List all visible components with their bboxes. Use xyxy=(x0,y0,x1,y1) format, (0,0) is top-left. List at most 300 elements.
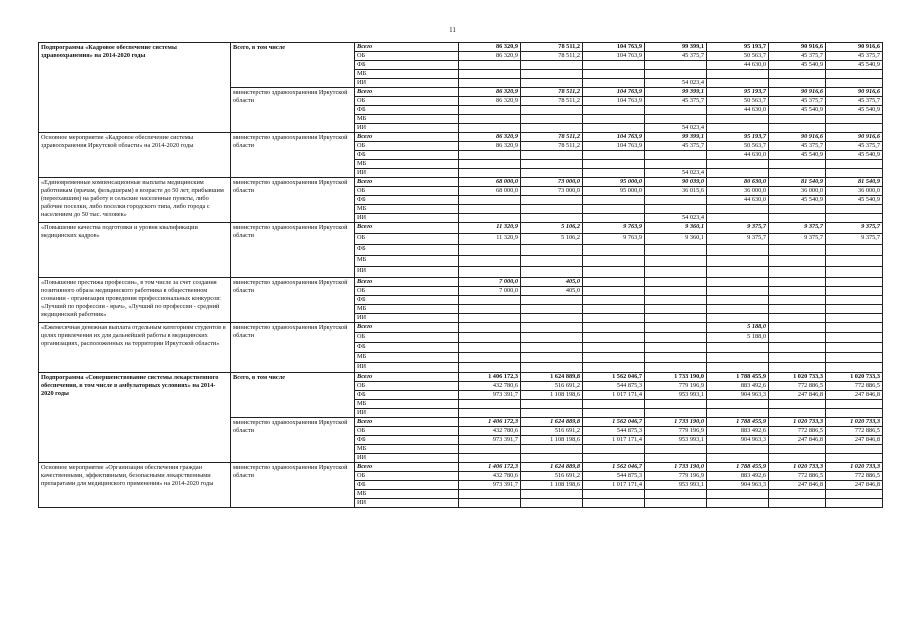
amount-cell xyxy=(769,499,826,508)
amount-cell: 973 391,7 xyxy=(459,391,521,400)
funding-source-cell: МБ xyxy=(355,400,459,409)
amount-cell: 5 106,2 xyxy=(521,223,583,234)
amount-cell: 45 375,7 xyxy=(645,97,707,106)
amount-cell xyxy=(645,245,707,256)
table-row xyxy=(39,278,883,287)
amount-cell xyxy=(583,305,645,314)
amount-cell: 9 375,7 xyxy=(769,223,826,234)
amount-cell: 45 375,7 xyxy=(826,52,883,61)
amount-cell xyxy=(707,278,769,287)
amount-cell xyxy=(769,314,826,323)
amount-cell: 1 017 171,4 xyxy=(583,436,645,445)
amount-cell xyxy=(583,124,645,133)
amount-cell xyxy=(707,287,769,296)
amount-cell xyxy=(459,353,521,363)
amount-cell: 78 511,2 xyxy=(521,88,583,97)
amount-cell xyxy=(826,343,883,353)
amount-cell xyxy=(707,296,769,305)
amount-cell xyxy=(521,445,583,454)
amount-cell xyxy=(521,343,583,353)
funding-source-cell: Всего xyxy=(355,43,459,52)
amount-cell xyxy=(645,256,707,267)
amount-cell xyxy=(645,353,707,363)
amount-cell: 45 540,9 xyxy=(826,106,883,115)
amount-cell xyxy=(459,305,521,314)
amount-cell: 1 020 733,3 xyxy=(826,418,883,427)
amount-cell xyxy=(769,267,826,278)
amount-cell xyxy=(707,445,769,454)
amount-cell xyxy=(521,256,583,267)
amount-cell: 1 562 046,7 xyxy=(583,463,645,472)
amount-cell: 86 320,9 xyxy=(459,97,521,106)
amount-cell xyxy=(521,323,583,333)
amount-cell: 1 788 455,9 xyxy=(707,373,769,382)
funding-source-cell: Всего xyxy=(355,323,459,333)
amount-cell xyxy=(826,169,883,178)
amount-cell xyxy=(459,400,521,409)
amount-cell: 86 320,9 xyxy=(459,142,521,151)
amount-cell xyxy=(826,287,883,296)
amount-cell: 78 511,2 xyxy=(521,43,583,52)
executor-cell: министерство здравоохранения Иркутской области xyxy=(231,133,355,178)
amount-cell: 80 630,0 xyxy=(707,178,769,187)
amount-cell xyxy=(521,214,583,223)
amount-cell xyxy=(826,296,883,305)
amount-cell xyxy=(707,267,769,278)
amount-cell xyxy=(521,296,583,305)
table-row xyxy=(39,463,883,472)
amount-cell: 68 000,0 xyxy=(459,178,521,187)
amount-cell: 45 540,9 xyxy=(769,196,826,205)
amount-cell xyxy=(583,169,645,178)
amount-cell xyxy=(826,400,883,409)
funding-source-cell: МБ xyxy=(355,160,459,169)
amount-cell xyxy=(583,409,645,418)
amount-cell xyxy=(707,115,769,124)
amount-cell: 9 375,7 xyxy=(826,223,883,234)
amount-cell: 50 563,7 xyxy=(707,52,769,61)
amount-cell xyxy=(769,245,826,256)
amount-cell xyxy=(707,245,769,256)
budget-table xyxy=(38,42,883,508)
amount-cell: 1 788 455,9 xyxy=(707,418,769,427)
amount-cell: 1 733 190,0 xyxy=(645,373,707,382)
funding-source-cell: ИИ xyxy=(355,267,459,278)
funding-source-cell: МБ xyxy=(355,205,459,214)
funding-source-cell: ОБ xyxy=(355,187,459,196)
amount-cell xyxy=(826,245,883,256)
amount-cell xyxy=(826,267,883,278)
amount-cell xyxy=(769,305,826,314)
funding-source-cell: ФБ xyxy=(355,436,459,445)
funding-source-cell: Всего xyxy=(355,373,459,382)
amount-cell xyxy=(826,333,883,343)
amount-cell xyxy=(707,490,769,499)
funding-source-cell: МБ xyxy=(355,490,459,499)
amount-cell xyxy=(583,267,645,278)
amount-cell xyxy=(707,400,769,409)
amount-cell xyxy=(769,169,826,178)
amount-cell xyxy=(459,124,521,133)
amount-cell xyxy=(707,169,769,178)
amount-cell: 1 020 733,3 xyxy=(826,373,883,382)
amount-cell: 50 563,7 xyxy=(707,142,769,151)
amount-cell xyxy=(769,70,826,79)
amount-cell xyxy=(521,353,583,363)
amount-cell xyxy=(826,445,883,454)
amount-cell: 104 763,9 xyxy=(583,52,645,61)
table-row xyxy=(39,178,883,187)
amount-cell xyxy=(459,490,521,499)
amount-cell xyxy=(521,79,583,88)
amount-cell xyxy=(645,343,707,353)
amount-cell xyxy=(521,106,583,115)
amount-cell: 247 846,8 xyxy=(769,436,826,445)
amount-cell xyxy=(645,409,707,418)
amount-cell xyxy=(707,343,769,353)
amount-cell xyxy=(521,205,583,214)
funding-source-cell: ФБ xyxy=(355,343,459,353)
amount-cell xyxy=(645,151,707,160)
amount-cell: 90 916,6 xyxy=(769,88,826,97)
amount-cell xyxy=(645,499,707,508)
amount-cell: 5 188,0 xyxy=(707,323,769,333)
amount-cell xyxy=(459,61,521,70)
amount-cell: 44 630,0 xyxy=(707,61,769,70)
amount-cell xyxy=(769,115,826,124)
amount-cell xyxy=(583,245,645,256)
table-row xyxy=(39,133,883,142)
funding-source-cell: ИИ xyxy=(355,214,459,223)
amount-cell: 1 406 172,3 xyxy=(459,463,521,472)
amount-cell: 1 020 733,3 xyxy=(769,418,826,427)
amount-cell: 516 691,2 xyxy=(521,427,583,436)
amount-cell xyxy=(769,353,826,363)
amount-cell xyxy=(645,323,707,333)
amount-cell: 544 875,3 xyxy=(583,427,645,436)
amount-cell xyxy=(583,353,645,363)
amount-cell xyxy=(521,196,583,205)
amount-cell: 1 624 889,8 xyxy=(521,463,583,472)
amount-cell: 772 886,5 xyxy=(826,427,883,436)
amount-cell: 36 000,0 xyxy=(826,187,883,196)
amount-cell: 78 511,2 xyxy=(521,142,583,151)
amount-cell xyxy=(645,61,707,70)
amount-cell: 1 624 889,8 xyxy=(521,418,583,427)
amount-cell xyxy=(583,214,645,223)
amount-cell xyxy=(769,323,826,333)
amount-cell: 9 375,7 xyxy=(769,234,826,245)
amount-cell xyxy=(583,343,645,353)
amount-cell xyxy=(583,205,645,214)
amount-cell: 73 000,0 xyxy=(521,187,583,196)
funding-source-cell: ИИ xyxy=(355,124,459,133)
amount-cell xyxy=(769,363,826,373)
amount-cell xyxy=(707,353,769,363)
amount-cell xyxy=(583,296,645,305)
amount-cell xyxy=(769,445,826,454)
amount-cell xyxy=(707,205,769,214)
funding-source-cell: МБ xyxy=(355,70,459,79)
table-row xyxy=(39,43,883,52)
amount-cell xyxy=(521,160,583,169)
amount-cell: 1 017 171,4 xyxy=(583,391,645,400)
amount-cell xyxy=(645,454,707,463)
table-row xyxy=(39,323,883,333)
amount-cell xyxy=(459,115,521,124)
amount-cell: 45 375,7 xyxy=(826,97,883,106)
amount-cell: 44 630,0 xyxy=(707,196,769,205)
amount-cell xyxy=(645,314,707,323)
amount-cell xyxy=(826,363,883,373)
amount-cell: 45 540,9 xyxy=(769,151,826,160)
amount-cell xyxy=(707,409,769,418)
amount-cell xyxy=(459,323,521,333)
amount-cell xyxy=(521,454,583,463)
amount-cell: 544 875,3 xyxy=(583,472,645,481)
executor-cell: Всего, в том числе xyxy=(231,373,355,418)
amount-cell xyxy=(521,499,583,508)
amount-cell xyxy=(769,278,826,287)
funding-source-cell: ФБ xyxy=(355,151,459,160)
amount-cell: 9 763,9 xyxy=(583,234,645,245)
amount-cell: 90 916,6 xyxy=(826,43,883,52)
funding-source-cell: МБ xyxy=(355,445,459,454)
amount-cell: 1 733 190,0 xyxy=(645,463,707,472)
amount-cell xyxy=(707,499,769,508)
amount-cell: 5 188,0 xyxy=(707,333,769,343)
amount-cell: 99 399,1 xyxy=(645,133,707,142)
funding-source-cell: ИИ xyxy=(355,499,459,508)
amount-cell: 78 511,2 xyxy=(521,133,583,142)
funding-source-cell: ФБ xyxy=(355,296,459,305)
amount-cell: 104 763,9 xyxy=(583,142,645,151)
funding-source-cell: Всего xyxy=(355,88,459,97)
amount-cell xyxy=(769,160,826,169)
amount-cell: 1 562 046,7 xyxy=(583,373,645,382)
amount-cell xyxy=(459,314,521,323)
amount-cell xyxy=(521,333,583,343)
amount-cell: 9 375,7 xyxy=(707,223,769,234)
amount-cell: 883 492,6 xyxy=(707,427,769,436)
amount-cell xyxy=(826,305,883,314)
funding-source-cell: ИИ xyxy=(355,454,459,463)
amount-cell xyxy=(583,160,645,169)
amount-cell xyxy=(826,124,883,133)
amount-cell xyxy=(583,490,645,499)
executor-cell: министерство здравоохранения Иркутской области xyxy=(231,178,355,223)
funding-source-cell: Всего xyxy=(355,133,459,142)
amount-cell xyxy=(583,70,645,79)
amount-cell: 1 562 046,7 xyxy=(583,418,645,427)
amount-cell: 247 846,8 xyxy=(826,391,883,400)
amount-cell xyxy=(826,160,883,169)
amount-cell xyxy=(459,70,521,79)
amount-cell xyxy=(459,79,521,88)
amount-cell: 45 375,7 xyxy=(645,142,707,151)
amount-cell: 973 391,7 xyxy=(459,481,521,490)
program-name-cell: «Повышение качества подготовки и уровня квалификации медицинских кадров» xyxy=(39,223,231,278)
amount-cell xyxy=(521,124,583,133)
funding-source-cell: ФБ xyxy=(355,196,459,205)
funding-source-cell: ОБ xyxy=(355,142,459,151)
funding-source-cell: Всего xyxy=(355,418,459,427)
amount-cell: 95 193,7 xyxy=(707,133,769,142)
amount-cell: 45 375,7 xyxy=(826,142,883,151)
amount-cell xyxy=(521,363,583,373)
amount-cell xyxy=(459,256,521,267)
amount-cell xyxy=(826,214,883,223)
amount-cell: 104 763,9 xyxy=(583,88,645,97)
amount-cell: 95 193,7 xyxy=(707,88,769,97)
page-number: 11 xyxy=(449,26,456,34)
amount-cell: 1 406 172,3 xyxy=(459,373,521,382)
amount-cell: 883 492,6 xyxy=(707,382,769,391)
funding-source-cell: ОБ xyxy=(355,427,459,436)
amount-cell xyxy=(645,363,707,373)
amount-cell: 1 020 733,3 xyxy=(826,463,883,472)
amount-cell xyxy=(583,445,645,454)
funding-source-cell: МБ xyxy=(355,256,459,267)
amount-cell: 36 000,0 xyxy=(769,187,826,196)
amount-cell xyxy=(707,305,769,314)
amount-cell: 90 916,6 xyxy=(826,133,883,142)
amount-cell: 405,0 xyxy=(521,287,583,296)
amount-cell: 779 196,9 xyxy=(645,472,707,481)
amount-cell xyxy=(769,124,826,133)
amount-cell xyxy=(769,490,826,499)
amount-cell: 9 763,9 xyxy=(583,223,645,234)
amount-cell xyxy=(707,363,769,373)
amount-cell: 11 320,9 xyxy=(459,234,521,245)
amount-cell xyxy=(521,115,583,124)
program-name-cell: «Ежемесячная денежная выплата отдельным категориям студентов в целях привлечения их для дальнейшей работы в медицинских организациях, расположенных на территории Иркутской области» xyxy=(39,323,231,373)
amount-cell xyxy=(645,267,707,278)
amount-cell xyxy=(459,343,521,353)
amount-cell xyxy=(645,333,707,343)
amount-cell: 104 763,9 xyxy=(583,133,645,142)
amount-cell: 405,0 xyxy=(521,278,583,287)
funding-source-cell: ОБ xyxy=(355,97,459,106)
executor-cell: Всего, в том числе xyxy=(231,43,355,88)
amount-cell xyxy=(459,214,521,223)
amount-cell xyxy=(769,296,826,305)
funding-source-cell: ОБ xyxy=(355,234,459,245)
amount-cell xyxy=(583,454,645,463)
amount-cell xyxy=(645,106,707,115)
amount-cell xyxy=(459,267,521,278)
amount-cell: 99 399,1 xyxy=(645,43,707,52)
funding-source-cell: МБ xyxy=(355,353,459,363)
amount-cell: 247 846,8 xyxy=(826,481,883,490)
amount-cell: 45 375,7 xyxy=(769,97,826,106)
amount-cell xyxy=(521,61,583,70)
amount-cell xyxy=(459,151,521,160)
amount-cell: 99 399,1 xyxy=(645,88,707,97)
funding-source-cell: ИИ xyxy=(355,169,459,178)
amount-cell xyxy=(459,409,521,418)
amount-cell xyxy=(769,287,826,296)
amount-cell: 11 320,9 xyxy=(459,223,521,234)
funding-source-cell: Всего xyxy=(355,223,459,234)
amount-cell xyxy=(459,454,521,463)
amount-cell: 1 733 190,0 xyxy=(645,418,707,427)
amount-cell xyxy=(826,205,883,214)
amount-cell: 247 846,8 xyxy=(826,436,883,445)
amount-cell xyxy=(583,106,645,115)
amount-cell xyxy=(707,124,769,133)
amount-cell: 54 023,4 xyxy=(645,79,707,88)
amount-cell: 86 320,9 xyxy=(459,43,521,52)
amount-cell xyxy=(826,70,883,79)
amount-cell xyxy=(583,278,645,287)
amount-cell xyxy=(583,79,645,88)
amount-cell: 779 196,9 xyxy=(645,427,707,436)
amount-cell: 45 540,9 xyxy=(769,61,826,70)
funding-source-cell: ИИ xyxy=(355,363,459,373)
amount-cell xyxy=(769,214,826,223)
amount-cell: 772 886,5 xyxy=(826,382,883,391)
amount-cell: 904 963,3 xyxy=(707,481,769,490)
amount-cell xyxy=(521,169,583,178)
amount-cell: 86 320,9 xyxy=(459,52,521,61)
amount-cell: 772 886,5 xyxy=(769,472,826,481)
amount-cell xyxy=(707,160,769,169)
amount-cell xyxy=(707,70,769,79)
amount-cell: 953 993,1 xyxy=(645,481,707,490)
amount-cell xyxy=(707,79,769,88)
amount-cell xyxy=(459,106,521,115)
amount-cell: 44 630,0 xyxy=(707,151,769,160)
amount-cell xyxy=(521,70,583,79)
amount-cell xyxy=(583,61,645,70)
amount-cell: 104 763,9 xyxy=(583,97,645,106)
amount-cell xyxy=(583,151,645,160)
amount-cell xyxy=(769,256,826,267)
amount-cell xyxy=(459,160,521,169)
amount-cell xyxy=(826,454,883,463)
amount-cell xyxy=(521,151,583,160)
amount-cell: 9 375,7 xyxy=(826,234,883,245)
amount-cell xyxy=(583,333,645,343)
amount-cell xyxy=(459,169,521,178)
amount-cell xyxy=(583,400,645,409)
amount-cell xyxy=(826,314,883,323)
amount-cell xyxy=(645,115,707,124)
amount-cell: 1 788 455,9 xyxy=(707,463,769,472)
amount-cell xyxy=(459,245,521,256)
executor-cell: министерство здравоохранения Иркутской области xyxy=(231,418,355,463)
amount-cell: 1 020 733,3 xyxy=(769,373,826,382)
amount-cell xyxy=(707,314,769,323)
amount-cell: 44 630,0 xyxy=(707,106,769,115)
amount-cell: 953 993,1 xyxy=(645,391,707,400)
amount-cell xyxy=(769,79,826,88)
amount-cell: 953 993,1 xyxy=(645,436,707,445)
amount-cell xyxy=(645,278,707,287)
amount-cell xyxy=(645,160,707,169)
amount-cell: 73 000,0 xyxy=(521,178,583,187)
funding-source-cell: ОБ xyxy=(355,52,459,61)
amount-cell: 779 196,9 xyxy=(645,382,707,391)
table-row xyxy=(39,373,883,382)
executor-cell: министерство здравоохранения Иркутской области xyxy=(231,88,355,133)
amount-cell: 544 875,3 xyxy=(583,382,645,391)
amount-cell xyxy=(707,454,769,463)
amount-cell xyxy=(645,196,707,205)
amount-cell: 45 540,9 xyxy=(826,61,883,70)
funding-source-cell: ФБ xyxy=(355,106,459,115)
